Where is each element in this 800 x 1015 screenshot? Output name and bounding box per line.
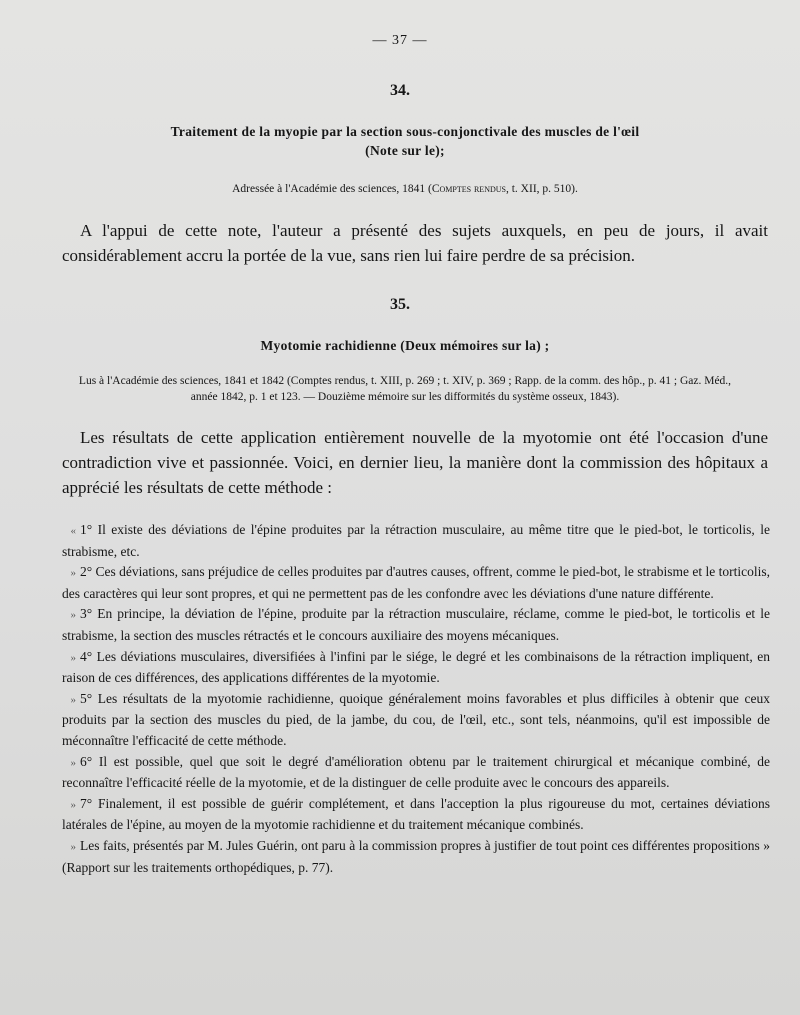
entry-title-line: (Note sur le); <box>365 143 445 158</box>
quote-mark: » <box>70 609 76 622</box>
entry-number: 35. <box>390 296 410 313</box>
finding-text: Les faits, présentés par M. Jules Guérin, ont paru à la commission propres à justifier de tout point ces différentes propositions » (Rapport sur les traitements orthopédiques, p. 77). <box>62 837 770 875</box>
quote-mark: » <box>70 798 76 811</box>
finding-text: 6° Il est possible, quel que soit le degré d'amélioration obtenu par le traitement chirurgical et mécanique combiné, de reconnaître l'efficacité réelle de la myotomie, et de la distinguer de celle produite avec le concours des appareils. <box>62 753 770 791</box>
entry-title-line: Traitement de la myopie par la section sous-conjonctivale des muscles de l'œil <box>170 124 640 139</box>
page-number: — 37 — <box>372 33 428 48</box>
entry-source <box>60 373 750 405</box>
source-text-end: , t. XII, p. 510). <box>505 183 578 195</box>
commission-findings <box>62 520 770 878</box>
finding-text: 1° Il existe des déviations de l'épine produites par la rétraction musculaire, au même titre que le pied-bot, le torticolis, le strabisme, etc. <box>62 522 770 559</box>
quote-mark: » <box>70 840 76 853</box>
entry-summary <box>62 218 768 268</box>
source-line: année 1842, p. 1 et 123. — Douzième mémoire sur les difformités du système osseux, 1843). <box>190 391 620 403</box>
finding-paragraph <box>62 689 770 752</box>
entry-summary <box>62 425 768 500</box>
quote-mark: » <box>70 651 76 664</box>
quote-mark: » <box>70 756 76 769</box>
finding-paragraph <box>62 794 770 836</box>
finding-paragraph <box>62 752 770 794</box>
finding-paragraph <box>62 647 770 689</box>
entry-title <box>60 122 750 160</box>
finding-text: 5° Les résultats de la myotomie rachidienne, quoique généralement moins favorables et plus difficiles à obtenir que ceux produits par la section des muscles du pied, de la jambe, du cou, de l'œil, etc., sont tels, néanmoins, qu'il est impossible de méconnaître l'efficacité de cette méthode. <box>62 690 770 748</box>
entry-source <box>60 181 750 197</box>
finding-text: 2° Ces déviations, sans préjudice de celles produites par d'autres causes, offrent, comme le pied-bot, le strabisme et le torticolis, des caractères qui leur sont propres, et qui ne permettent pas de les confondre avec les déviations d'une nature différente. <box>62 564 770 601</box>
entry-number: 34. <box>390 82 410 99</box>
finding-paragraph <box>62 562 770 604</box>
source-line: Lus à l'Académie des sciences, 1841 et 1842 (Comptes rendus, t. XIII, p. 269 ; t. XIV, p. 369 ; Rapp. de la comm. des hôp., p. 41 ; Gaz. Méd., <box>78 375 732 387</box>
finding-text: 7° Finalement, il est possible de guérir complétement, et dans l'acception la plus rigoureuse du mot, certaines déviations latérales de l'épine, au moyen de la myotomie rachidienne et du traitement mécanique combinés. <box>62 795 770 833</box>
source-text: Adressée à l'Académie des sciences, 1841 ( <box>232 183 432 195</box>
finding-text: 4° Les déviations musculaires, diversifiées à l'infini par le siége, le degré et les combinaisons de la rétraction impliquent, en raison de ces différences, des applications différentes de la myotomie. <box>62 648 770 686</box>
finding-paragraph <box>62 520 770 562</box>
quote-mark: » <box>70 693 76 706</box>
quote-mark: « <box>70 525 76 537</box>
finding-paragraph <box>62 604 770 646</box>
finding-paragraph <box>62 836 770 878</box>
source-journal: Comptes rendus <box>431 183 506 195</box>
summary-text: Les résultats de cette application entièrement nouvelle de la myotomie ont été l'occasion d'une contradiction vive et passionnée. Voici, en dernier lieu, la manière dont la commission des hôpitaux a apprécié les résultats de cette méthode : <box>62 428 768 497</box>
finding-text: 3° En principe, la déviation de l'épine, produite par la rétraction musculaire, réclame, comme le pied-bot, le torticolis et le strabisme, la section des muscles rétractés et le concours auxiliaire des moyens mécaniques. <box>62 606 770 643</box>
quote-mark: » <box>70 567 76 580</box>
entry-title-line: Myotomie rachidienne (Deux mémoires sur la) ; <box>260 338 550 353</box>
entry-title <box>60 336 750 355</box>
summary-text: A l'appui de cette note, l'auteur a présenté des sujets auxquels, en peu de jours, il avait considérablement accru la portée de la vue, sans rien lui faire perdre de sa précision. <box>62 221 768 265</box>
